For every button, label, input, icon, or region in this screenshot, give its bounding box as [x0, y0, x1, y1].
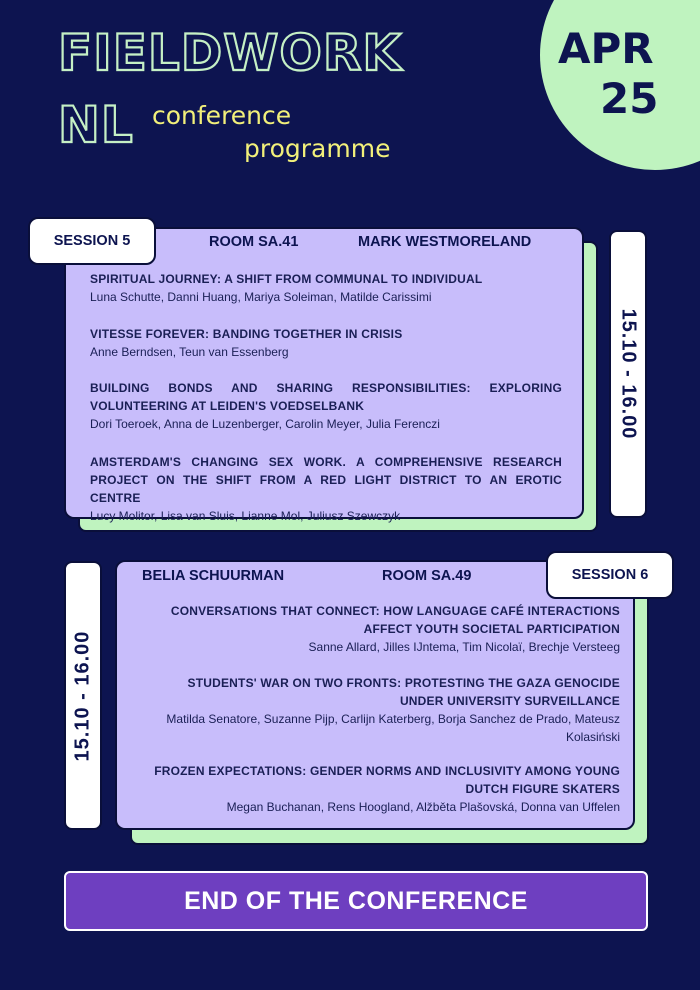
session-6-room: ROOM SA.49 — [382, 568, 472, 584]
session-6-chair: BELIA SCHUURMAN — [142, 568, 285, 584]
talk-title: SPIRITUAL JOURNEY: A SHIFT FROM COMMUNAL TO INDIVIDUAL — [90, 272, 483, 286]
session-5-time-pill — [609, 230, 647, 518]
talk-title: FROZEN EXPECTATIONS: GENDER NORMS AND INCLUSIVITY AMONG YOUNG DUTCH FIGURE SKATERS — [154, 764, 620, 796]
talk-authors: Sanne Allard, Jilles IJntema, Tim Nicolaï, Brechje Versteeg — [308, 640, 620, 654]
title-fieldwork: FIELDWORK — [58, 24, 403, 82]
date-day: 25 — [600, 74, 659, 123]
talk-list-item — [90, 325, 562, 361]
session-5-label: SESSION 5 — [28, 217, 156, 265]
talk-title: STUDENTS' WAR ON TWO FRONTS: PROTESTING THE GAZA GENOCIDE UNDER UNIVERSITY SURVEILLANCE — [187, 676, 620, 708]
talk-authors: Anne Berndsen, Teun van Essenberg — [90, 345, 289, 359]
session-5-time: 15.10 - 16.00 — [617, 308, 640, 440]
session-5-room: ROOM SA.41 — [209, 234, 299, 250]
session-6-time: 15.10 - 16.00 — [71, 630, 94, 761]
session-5-chair: MARK WESTMORELAND — [358, 234, 532, 250]
talk-authors: Lucy Molitor, Lisa van Sluis, Lianne Mol, Juliusz Szewczyk — [90, 509, 401, 523]
talk-title: AMSTERDAM'S CHANGING SEX WORK. A COMPREHENSIVE RESEARCH PROJECT ON THE SHIFT FROM A RED LIGHT DISTRICT TO AN EROTIC CENTRE — [90, 455, 562, 505]
talk-list-item — [142, 674, 620, 746]
end-of-conference-banner: END OF THE CONFERENCE — [64, 871, 648, 931]
talk-authors: Luna Schutte, Danni Huang, Mariya Soleiman, Matilde Carissimi — [90, 290, 432, 304]
talk-list-item — [90, 270, 562, 306]
subtitle-conference: conference — [152, 101, 292, 130]
talk-list-item — [142, 762, 620, 816]
talk-title: BUILDING BONDS AND SHARING RESPONSIBILITIES: EXPLORING VOLUNTEERING AT LEIDEN'S VOEDSELBANK — [90, 381, 562, 413]
date-month: APR — [558, 24, 654, 73]
title-nl: NL — [58, 96, 134, 154]
session-6-time-pill — [64, 561, 102, 830]
talk-title: VITESSE FOREVER: BANDING TOGETHER IN CRISIS — [90, 327, 403, 341]
talk-authors: Megan Buchanan, Rens Hoogland, Alžběta Plašovská, Donna van Uffelen — [226, 800, 620, 814]
session-6-label: SESSION 6 — [546, 551, 674, 599]
talk-list-item — [142, 602, 620, 656]
subtitle-programme: programme — [244, 134, 391, 163]
talk-authors: Dori Toeroek, Anna de Luzenberger, Carolin Meyer, Julia Ferenczi — [90, 417, 440, 431]
talk-list-item — [90, 379, 562, 433]
talk-authors: Matilda Senatore, Suzanne Pijp, Carlijn Katerberg, Borja Sanchez de Prado, Mateusz Kolasiński — [166, 712, 620, 744]
talk-title: CONVERSATIONS THAT CONNECT: HOW LANGUAGE CAFÉ INTERACTIONS AFFECT YOUTH SOCIETAL PARTICIPATION — [170, 604, 620, 636]
talk-list-item — [90, 453, 562, 525]
